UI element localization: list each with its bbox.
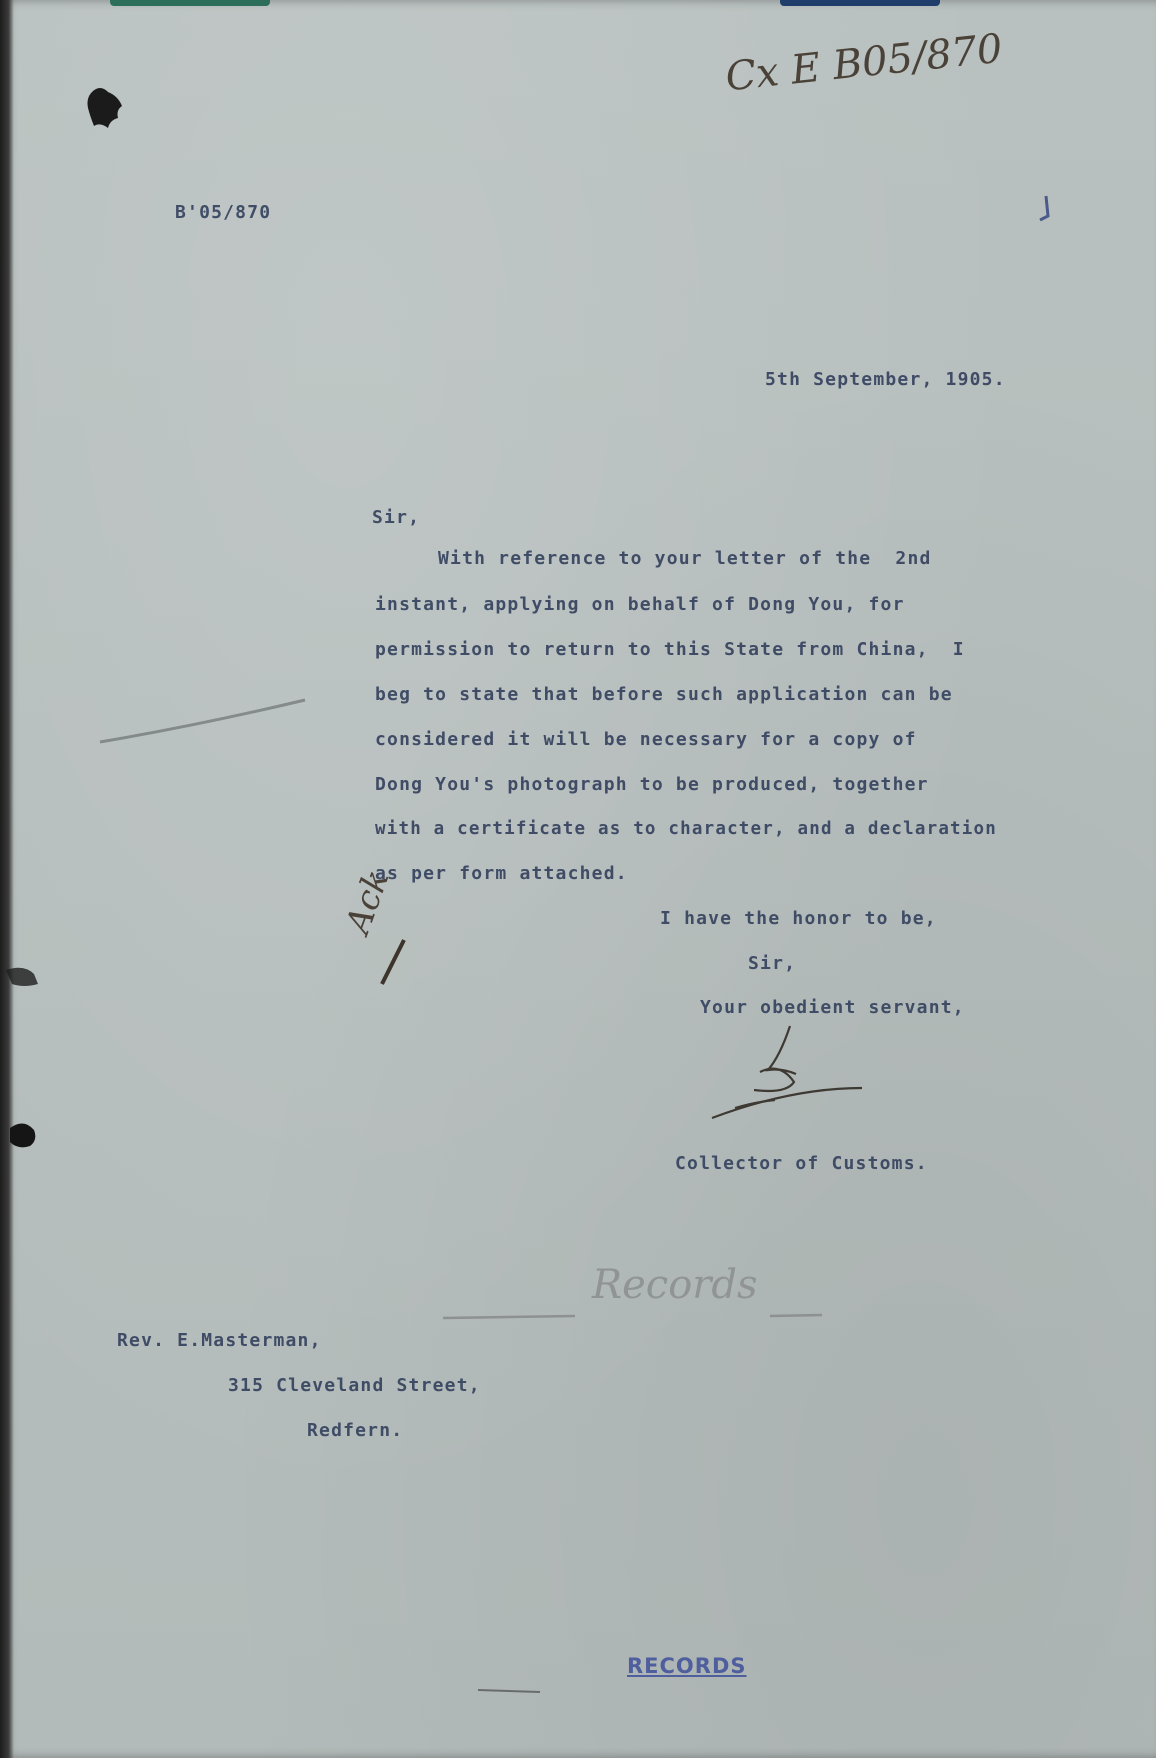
records-dash-left xyxy=(443,1316,575,1318)
page-edge-shadow xyxy=(0,0,14,1758)
records-stamp: RECORDS xyxy=(627,1654,747,1678)
ink-blot-mark xyxy=(88,88,123,128)
letter-date: 5th September, 1905. xyxy=(765,369,1006,390)
file-reference: B'05/870 xyxy=(175,202,272,223)
initials-slash-mark xyxy=(382,940,404,984)
body-line: considered it will be necessary for a copy of xyxy=(375,729,917,750)
body-line: Dong You's photograph to be produced, together xyxy=(375,774,929,795)
signature-mark xyxy=(712,1026,862,1118)
recipient-name: Rev. E.Masterman, xyxy=(117,1330,322,1351)
margin-initials: Ack xyxy=(338,864,398,939)
stamp-underline-mark xyxy=(478,1690,540,1692)
body-line: permission to return to this State from China, I xyxy=(375,639,965,660)
recipient-street: 315 Cleveland Street, xyxy=(228,1375,481,1396)
body-line: instant, applying on behalf of Dong You, for xyxy=(375,594,905,615)
body-line: as per form attached. xyxy=(375,863,628,884)
signature-title: Collector of Customs. xyxy=(675,1153,928,1174)
body-line: With reference to your letter of the 2nd xyxy=(438,548,932,569)
records-dash-right xyxy=(770,1315,822,1316)
records-note: Records xyxy=(592,1262,758,1308)
body-line: beg to state that before such application can be xyxy=(375,684,953,705)
pencil-tick-mark xyxy=(1040,196,1048,220)
top-tab-blue xyxy=(780,0,940,6)
salutation: Sir, xyxy=(372,507,421,528)
closing-line: I have the honor to be, xyxy=(660,908,937,929)
handwritten-file-reference: Cx E B05/870 xyxy=(723,25,1005,101)
body-line: with a certificate as to character, and a declaration xyxy=(375,819,998,839)
pencil-stroke-mark xyxy=(100,700,305,742)
closing-line: Your obedient servant, xyxy=(700,997,965,1018)
recipient-suburb: Redfern. xyxy=(307,1420,404,1441)
top-tab-green xyxy=(110,0,270,6)
closing-line: Sir, xyxy=(748,953,797,974)
